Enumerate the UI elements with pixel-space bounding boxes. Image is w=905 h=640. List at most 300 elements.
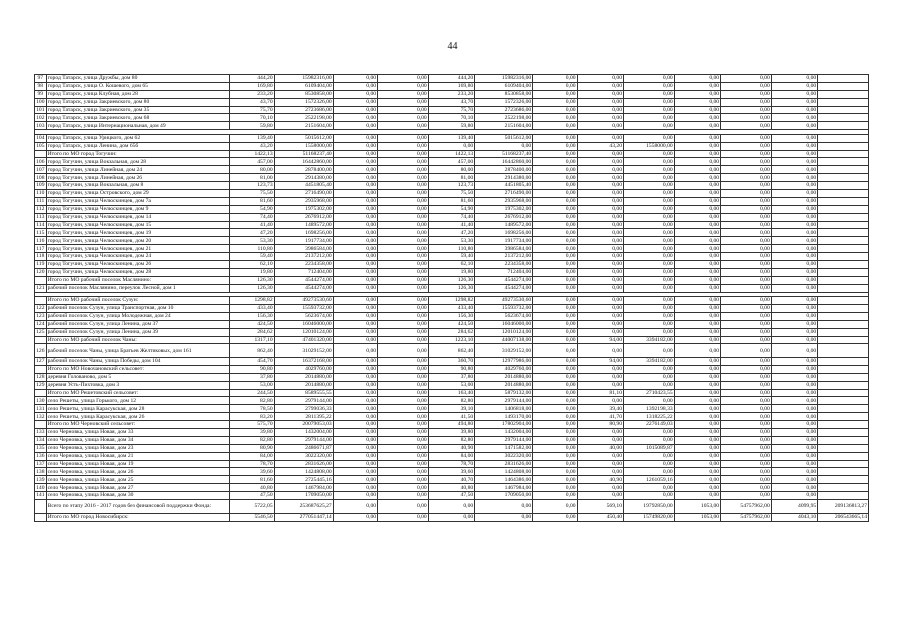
value-cell: 5623674,00 [274, 312, 333, 320]
value-cell: 39,10 [428, 405, 474, 413]
value-cell: 0,00 [533, 260, 577, 268]
value-cell: 0,00 [721, 468, 772, 476]
value-cell: 0,00 [577, 373, 623, 381]
value-cell: 47,50 [230, 492, 274, 500]
value-cell: 78,70 [428, 460, 474, 468]
value-cell: 0,00 [378, 182, 429, 190]
value-cell: 80,00 [230, 166, 274, 174]
value-cell: 0,00 [577, 98, 623, 106]
value-cell [818, 312, 869, 320]
value-cell: 0,00 [674, 436, 720, 444]
table-row [35, 304, 869, 312]
value-cell: 0,00 [674, 98, 720, 106]
value-cell: 0,00 [378, 142, 429, 150]
value-cell: 0,00 [674, 197, 720, 205]
value-cell [818, 336, 869, 344]
value-cell: 0,00 [333, 373, 377, 381]
address-cell: рабочий поселок Маслянино, переулок Лесной, дом 1 [46, 284, 230, 292]
value-cell: 209136813,27 [818, 500, 869, 514]
value-cell: 1698256,00 [475, 229, 533, 237]
value-cell: 0,00 [533, 397, 577, 405]
value-cell: 0,00 [533, 174, 577, 182]
value-cell: 0,00 [533, 312, 577, 320]
value-cell: 0,00 [624, 134, 675, 142]
value-cell: 0,00 [577, 237, 623, 245]
address-cell: Итого по МО город Новосибирск: [46, 513, 230, 521]
table-row [35, 429, 869, 437]
value-cell: 6109404,00 [475, 82, 533, 90]
address-cell: город Татарск, улица Закриевского, дом 80 [46, 98, 230, 106]
row-number [35, 336, 47, 344]
table-row [35, 381, 869, 389]
value-cell: 233,20 [230, 90, 274, 98]
value-cell: 0,00 [378, 158, 429, 166]
value-cell: 0,00 [771, 460, 817, 468]
value-cell: 1709050,00 [274, 492, 333, 500]
value-cell: 360,70 [428, 357, 474, 365]
value-cell: 0,00 [333, 421, 377, 429]
value-cell: 0,00 [674, 189, 720, 197]
value-cell: 0,00 [533, 444, 577, 452]
row-number: 107 [36, 166, 45, 173]
value-cell: 8589555,55 [274, 389, 333, 397]
address-cell: город Татарск, улица Закриевского, дом 68 [46, 114, 230, 122]
table-row [35, 205, 869, 213]
value-cell: 4544274,00 [274, 276, 333, 284]
value-cell: 81,00 [230, 174, 274, 182]
value-cell: 0,00 [378, 189, 429, 197]
value-cell: 0,00 [624, 205, 675, 213]
address-cell: село Решеты, улица Карасукская, дом 26 [46, 413, 230, 421]
value-cell: 1261059,16 [624, 476, 675, 484]
value-cell: 0,00 [771, 373, 817, 381]
value-cell: 0,00 [378, 336, 429, 344]
row-number: 105 [36, 142, 45, 149]
table-row [35, 405, 869, 413]
value-cell: 0,00 [475, 142, 533, 150]
address-cell: город Татарск, улица Дружбы, дом 80 [46, 75, 230, 83]
value-cell: 41,40 [428, 221, 474, 229]
value-cell: 0,00 [533, 90, 577, 98]
value-cell: 0,00 [721, 221, 772, 229]
value-cell: 0,00 [378, 436, 429, 444]
value-cell: 40,90 [428, 444, 474, 452]
value-cell: 5015612,00 [475, 134, 533, 142]
value-cell: 0,00 [771, 158, 817, 166]
address-cell: село Черновка, улица Новая, дом 26 [46, 468, 230, 476]
value-cell: 2935968,00 [475, 197, 533, 205]
value-cell: 0,00 [674, 381, 720, 389]
row-number: 136 [36, 453, 45, 460]
table-row [35, 150, 869, 158]
value-cell: 0,00 [674, 429, 720, 437]
value-cell: 0,00 [533, 468, 577, 476]
address-cell: село Черновка, улица Новая, дом 25 [46, 476, 230, 484]
value-cell: 78,70 [230, 460, 274, 468]
value-cell: 8530858,00 [475, 90, 533, 98]
value-cell: 62,10 [428, 260, 474, 268]
address-cell: село Черновка, улица Новая, дом 30 [46, 492, 230, 500]
value-cell: 0,00 [378, 276, 429, 284]
value-cell [818, 328, 869, 336]
value-cell: 0,00 [771, 436, 817, 444]
value-cell: 53,00 [230, 381, 274, 389]
value-cell: 31029152,00 [475, 344, 533, 358]
value-cell [818, 106, 869, 114]
value-cell: 0,00 [378, 75, 429, 83]
value-cell: 0,00 [721, 365, 772, 373]
table-row [35, 245, 869, 253]
value-cell: 0,00 [624, 182, 675, 190]
value-cell: 0,00 [721, 213, 772, 221]
value-cell: 0,00 [771, 205, 817, 213]
value-cell: 4544274,00 [475, 284, 533, 292]
value-cell: 0,00 [771, 90, 817, 98]
value-cell: 0,00 [378, 452, 429, 460]
value-cell: 0,00 [674, 397, 720, 405]
value-cell: 0,00 [378, 460, 429, 468]
address-cell: Итого по МО Черновский сельсовет: [46, 421, 230, 429]
value-cell: 126,30 [230, 284, 274, 292]
row-number: 141 [36, 492, 45, 499]
value-cell: 0,00 [333, 150, 377, 158]
value-cell: 0,00 [771, 452, 817, 460]
table-row [35, 460, 869, 468]
value-cell [818, 142, 869, 150]
value-cell: 0,00 [577, 452, 623, 460]
value-cell: 110,80 [428, 245, 474, 253]
address-cell: село Черновка, улица Новая, дом 27 [46, 484, 230, 492]
value-cell: 0,00 [624, 492, 675, 500]
value-cell: 1392198,33 [624, 405, 675, 413]
value-cell: 0,00 [378, 304, 429, 312]
value-cell: 15593732,00 [274, 304, 333, 312]
value-cell: 0,00 [721, 150, 772, 158]
table-row [35, 320, 869, 328]
value-cell: 4451805,40 [274, 182, 333, 190]
value-cell: 0,00 [378, 328, 429, 336]
value-cell: 0,00 [721, 90, 772, 98]
value-cell [818, 158, 869, 166]
value-cell: 0,00 [771, 328, 817, 336]
value-cell: 0,00 [378, 221, 429, 229]
value-cell: 0,00 [721, 320, 772, 328]
value-cell: 0,00 [333, 312, 377, 320]
value-cell: 0,00 [533, 492, 577, 500]
value-cell: 0,00 [333, 268, 377, 276]
value-cell: 1422,13 [230, 150, 274, 158]
address-cell: город Тогучин, улица Челюскинцев, дом 15 [46, 221, 230, 229]
address-cell: Итого по МО Новочановский сельсовет: [46, 365, 230, 373]
value-cell: 0,00 [333, 513, 377, 521]
value-cell: 284,62 [428, 328, 474, 336]
value-cell: 82,80 [428, 397, 474, 405]
value-cell: 0,00 [378, 205, 429, 213]
value-cell: 0,00 [674, 365, 720, 373]
table-row [35, 142, 869, 150]
value-cell: 0,00 [624, 344, 675, 358]
address-cell: город Тогучин, улица Челюскинцев, дом 24 [46, 253, 230, 261]
value-cell: 0,00 [624, 468, 675, 476]
address-cell: рабочий поселок Сузун, улица Транспортная, дом 10 [46, 304, 230, 312]
value-cell: 0,00 [378, 150, 429, 158]
value-cell: 5623674,00 [475, 312, 533, 320]
value-cell: 0,00 [333, 365, 377, 373]
table-row [35, 436, 869, 444]
table-row [35, 476, 869, 484]
value-cell: 0,00 [577, 365, 623, 373]
value-cell: 0,00 [624, 189, 675, 197]
value-cell: 0,00 [624, 381, 675, 389]
value-cell: 0,00 [624, 197, 675, 205]
value-cell: 244,50 [230, 389, 274, 397]
address-cell: город Татарск, улица Клубная, дом 28 [46, 90, 230, 98]
value-cell: 0,00 [378, 320, 429, 328]
table-row [35, 312, 869, 320]
address-cell: город Тогучин, улица Челюскинцев, дом 7а [46, 197, 230, 205]
value-cell: 94,00 [577, 357, 623, 365]
value-cell: 0,00 [771, 245, 817, 253]
row-number [35, 513, 47, 521]
value-cell: 1317,10 [230, 336, 274, 344]
value-cell: 0,00 [771, 237, 817, 245]
value-cell: 2979144,00 [475, 436, 533, 444]
value-cell: 0,00 [577, 429, 623, 437]
table-row [35, 452, 869, 460]
value-cell: 70,10 [428, 114, 474, 122]
value-cell [818, 381, 869, 389]
value-cell: 0,00 [333, 75, 377, 83]
value-cell [818, 245, 869, 253]
value-cell: 0,00 [378, 397, 429, 405]
value-cell: 0,00 [428, 500, 474, 514]
value-cell: 156,30 [428, 312, 474, 320]
value-cell: 1464386,00 [475, 476, 533, 484]
value-cell: 3986584,00 [475, 245, 533, 253]
value-cell: 75,70 [230, 106, 274, 114]
value-cell: 6109404,00 [274, 82, 333, 90]
value-cell [818, 237, 869, 245]
value-cell: 0,00 [378, 98, 429, 106]
value-cell: 1698256,00 [274, 229, 333, 237]
address-cell: село Решеты, улица Карасукская, дом 28 [46, 405, 230, 413]
value-cell: 0,00 [533, 381, 577, 389]
row-number: 124 [36, 321, 45, 328]
value-cell: 0,00 [771, 444, 817, 452]
value-cell: 0,00 [771, 429, 817, 437]
value-cell: 0,00 [378, 476, 429, 484]
address-cell: город Тогучин, улица Челюскинцев, дом 28 [46, 268, 230, 276]
value-cell: 0,00 [771, 304, 817, 312]
value-cell: 75,50 [428, 189, 474, 197]
value-cell: 0,00 [624, 304, 675, 312]
value-cell: 0,00 [533, 189, 577, 197]
value-cell: 169,80 [428, 82, 474, 90]
value-cell: 0,00 [624, 221, 675, 229]
value-cell: 0,00 [577, 122, 623, 130]
value-cell: 110,80 [230, 245, 274, 253]
address-cell: город Тогучин, улица Вокзальная, дом 28 [46, 158, 230, 166]
row-number: 116 [36, 237, 45, 244]
value-cell: 156,30 [230, 312, 274, 320]
row-number: 134 [36, 437, 45, 444]
value-cell: 0,00 [674, 320, 720, 328]
value-cell: 0,00 [674, 82, 720, 90]
address-cell: рабочий поселок Сузун, улица Ленина, дом 39 [46, 328, 230, 336]
value-cell: 2137212,00 [274, 253, 333, 261]
value-cell [818, 452, 869, 460]
value-cell: 0,00 [577, 276, 623, 284]
value-cell: 0,00 [771, 312, 817, 320]
value-cell: 0,00 [577, 468, 623, 476]
value-cell: 0,00 [533, 158, 577, 166]
value-cell: 3022320,00 [274, 452, 333, 460]
value-cell: 2979144,00 [274, 436, 333, 444]
value-cell: 19,80 [230, 268, 274, 276]
value-cell: 39,80 [230, 429, 274, 437]
value-cell: 0,00 [378, 82, 429, 90]
table-row [35, 268, 869, 276]
value-cell: 41,40 [230, 221, 274, 229]
value-cell [818, 320, 869, 328]
value-cell: 0,00 [721, 122, 772, 130]
value-cell: 51168237,40 [274, 150, 333, 158]
address-cell: село Черновка, улица Новая, дом 33 [46, 429, 230, 437]
value-cell: 0,00 [624, 75, 675, 83]
value-cell [818, 476, 869, 484]
value-cell: 0,00 [624, 245, 675, 253]
table-row [35, 413, 869, 421]
value-cell: 90,80 [230, 365, 274, 373]
row-number: 104 [36, 135, 45, 142]
value-cell: 15982316,00 [274, 75, 333, 83]
value-cell: 444,20 [230, 75, 274, 83]
value-cell: 0,00 [333, 436, 377, 444]
value-cell: 39,60 [230, 468, 274, 476]
value-cell [818, 182, 869, 190]
value-cell: 78,50 [230, 405, 274, 413]
value-cell: 0,00 [533, 114, 577, 122]
table-row [35, 365, 869, 373]
table-row [35, 114, 869, 122]
value-cell: 0,00 [577, 397, 623, 405]
value-cell: 1406818,00 [475, 405, 533, 413]
value-cell: 0,00 [721, 174, 772, 182]
row-number: 139 [36, 476, 45, 483]
value-cell: 94,00 [577, 336, 623, 344]
value-cell: 0,00 [721, 237, 772, 245]
value-cell [818, 389, 869, 397]
value-cell: 0,00 [333, 166, 377, 174]
value-cell: 0,00 [378, 134, 429, 142]
value-cell: 0,00 [533, 460, 577, 468]
value-cell: 0,00 [674, 166, 720, 174]
value-cell: 0,00 [674, 328, 720, 336]
value-cell: 0,00 [577, 253, 623, 261]
value-cell: 4099,95 [771, 500, 817, 514]
value-cell: 0,00 [674, 106, 720, 114]
value-cell: 54757962,00 [721, 500, 772, 514]
value-cell: 126,30 [428, 276, 474, 284]
value-cell: 0,00 [771, 253, 817, 261]
value-cell: 0,00 [721, 344, 772, 358]
value-cell: 0,00 [721, 405, 772, 413]
value-cell: 0,00 [721, 158, 772, 166]
value-cell: 0,00 [533, 389, 577, 397]
row-number: 115 [36, 229, 45, 236]
value-cell: 0,00 [624, 276, 675, 284]
value-cell: 862,40 [230, 344, 274, 358]
value-cell: 1424808,00 [274, 468, 333, 476]
value-cell: 0,00 [674, 284, 720, 292]
value-cell: 2811395,22 [274, 413, 333, 421]
value-cell: 0,00 [533, 284, 577, 292]
value-cell: 15749820,00 [624, 513, 675, 521]
value-cell: 0,00 [333, 174, 377, 182]
value-cell: 0,00 [333, 297, 377, 305]
value-cell: 0,00 [624, 312, 675, 320]
value-cell: 80,90 [577, 421, 623, 429]
value-cell: 0,00 [624, 284, 675, 292]
value-cell: 0,00 [721, 492, 772, 500]
value-cell [818, 205, 869, 213]
value-cell: 457,00 [230, 158, 274, 166]
value-cell: 0,00 [674, 229, 720, 237]
value-cell: 2979144,00 [475, 397, 533, 405]
value-cell: 12010124,00 [274, 328, 333, 336]
table-row [35, 468, 869, 476]
value-cell: 0,00 [624, 365, 675, 373]
value-cell: 0,00 [721, 413, 772, 421]
value-cell: 0,00 [577, 134, 623, 142]
value-cell: 0,00 [771, 197, 817, 205]
value-cell: 1489572,00 [475, 221, 533, 229]
value-cell [818, 444, 869, 452]
value-cell: 16442860,00 [475, 158, 533, 166]
value-cell: 0,00 [333, 336, 377, 344]
value-cell: 0,00 [533, 328, 577, 336]
table-row [35, 158, 869, 166]
value-cell [818, 284, 869, 292]
address-cell: рабочий поселок Сузун, улица Ленина, дом 37 [46, 320, 230, 328]
value-cell: 47,20 [230, 229, 274, 237]
value-cell: 206543665,14 [818, 513, 869, 521]
row-number: 118 [36, 253, 45, 260]
value-cell: 0,00 [533, 421, 577, 429]
value-cell: 75,50 [230, 189, 274, 197]
value-cell: 4043,10 [771, 513, 817, 521]
value-cell: 2676912,00 [274, 213, 333, 221]
value-cell: 0,00 [624, 82, 675, 90]
table-row [35, 82, 869, 90]
value-cell: 1493170,00 [475, 413, 533, 421]
value-cell: 0,00 [674, 444, 720, 452]
value-cell: 0,00 [533, 150, 577, 158]
housing-table [34, 74, 869, 522]
value-cell: 0,00 [577, 436, 623, 444]
value-cell: 0,00 [378, 413, 429, 421]
row-number: 138 [36, 468, 45, 475]
row-number: 125 [36, 328, 45, 335]
address-cell: деревня Усть-Пихтовка, дом 3 [46, 381, 230, 389]
value-cell: 0,00 [577, 197, 623, 205]
value-cell: 0,00 [674, 174, 720, 182]
value-cell: 16372168,00 [274, 357, 333, 365]
value-cell: 0,00 [624, 158, 675, 166]
value-cell: 1572326,00 [274, 98, 333, 106]
value-cell: 5015612,00 [274, 134, 333, 142]
row-number [35, 500, 47, 514]
